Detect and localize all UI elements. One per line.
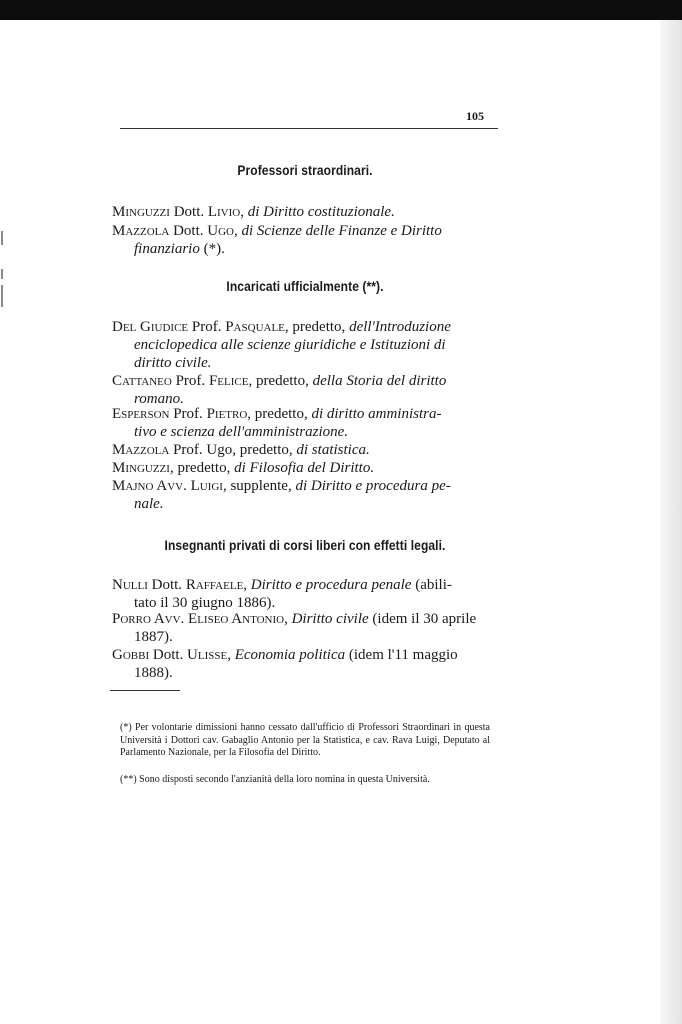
entry-mazzola-statistica: Mazzola Prof. Ugo, predetto, di statistica. — [112, 442, 370, 458]
entry-esperson: Esperson Prof. Pietro, predetto, di diritto amministra- tivo e scienza dell'amministrazione. — [112, 406, 442, 440]
header-rule — [120, 128, 498, 129]
entry-mazzola-ugo: Mazzola Dott. Ugo, di Scienze delle Finanze e Diritto finanziario (*). — [112, 223, 442, 257]
entry-minguzzi-livio: Minguzzi Dott. Livio, di Diritto costituzionale. — [112, 204, 395, 220]
scan-top-border — [0, 0, 682, 20]
entry-cattaneo: Cattaneo Prof. Felice, predetto, della Storia del diritto romano. — [112, 373, 447, 407]
entry-gobbi: Gobbi Dott. Ulisse, Economia politica (idem l'11 maggio 1888). — [112, 647, 458, 681]
entry-nulli: Nulli Dott. Raffaele, Diritto e procedura penale (abili- tato il 30 giugno 1886). — [112, 577, 452, 611]
entry-minguzzi-filosofia: Minguzzi, predetto, di Filosofia del Diritto. — [112, 460, 375, 476]
section-heading-incaricati: Incaricati ufficialmente (**). — [226, 278, 384, 294]
footnote-2: (**) Sono disposti secondo l'anzianità della loro nomina in questa Università. — [120, 774, 430, 785]
section-heading-professori-straordinari: Professori straordinari. — [237, 162, 373, 178]
entry-majno: Majno Avv. Luigi, supplente, di Diritto e procedura pe- nale. — [112, 478, 451, 512]
footnote-rule — [110, 690, 180, 691]
entry-porro: Porro Avv. Eliseo Antonio, Diritto civile (idem il 30 aprile 1887). — [112, 611, 477, 645]
margin-marks — [0, 225, 8, 325]
footnote-1: (*) Per volontarie dimissioni hanno cessato dall'ufficio di Professori Straordinari in questa Università i Dottori cav. Gabaglio Antonio per la Statistica, e cav. Rava Luigi, Deputato al Parlamento Nazionale, per la Filosofia del Diritto. — [120, 722, 490, 759]
page-edge — [660, 20, 682, 1024]
entry-del-giudice: Del Giudice Prof. Pasquale, predetto, dell'Introduzione enciclopedica alle scienze giuridiche e Istituzioni di diritto civile. — [112, 319, 451, 371]
page-number: 105 — [466, 109, 484, 123]
section-heading-insegnanti-privati: Insegnanti privati di corsi liberi con effetti legali. — [164, 537, 446, 553]
